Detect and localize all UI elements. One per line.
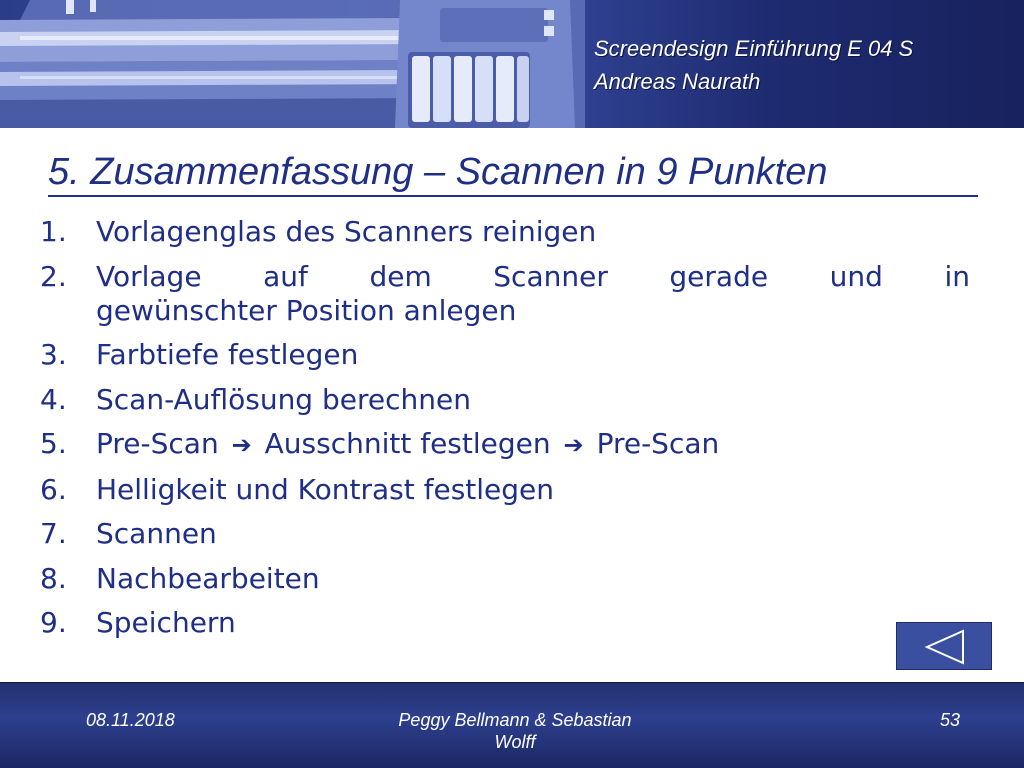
prescan-label: Pre-Scan: [596, 427, 720, 460]
slide-title: 5. Zusammenfassung – Scannen in 9 Punkten: [48, 151, 828, 193]
item-number: 1.: [40, 215, 67, 248]
list-item: [40, 562, 970, 596]
crop-label: Ausschnitt festlegen: [264, 427, 551, 460]
previous-slide-button[interactable]: [896, 622, 992, 670]
item-text: Speichern: [96, 606, 236, 639]
arrow-right-icon: ➔: [563, 431, 584, 459]
footer-bar: [0, 682, 1024, 768]
list-item: [40, 606, 970, 640]
header-banner: [0, 0, 1024, 128]
authors-line2: Wolff: [494, 732, 536, 752]
course-title: Screendesign Einführung E 04 S: [594, 36, 914, 61]
item-text: Nachbearbeiten: [96, 561, 320, 595]
list-item: [40, 383, 970, 417]
steps-list: [40, 215, 970, 651]
printer-illustration: [0, 0, 1024, 128]
list-item: [40, 517, 970, 551]
item-text: [96, 427, 970, 462]
list-item: [40, 338, 970, 372]
arrow-right-icon: ➔: [231, 431, 252, 459]
item-number: 6.: [40, 472, 67, 506]
item-text-line1: Vorlage auf dem Scanner gerade und in: [96, 259, 970, 293]
item-number: 7.: [40, 517, 67, 550]
item-number: 9.: [40, 606, 67, 639]
prescan-label: Pre-Scan: [96, 427, 219, 460]
instructor-name: Andreas Naurath: [594, 69, 761, 94]
item-text-line2: gewünschter Position anlegen: [96, 293, 517, 327]
item-text: Farbtiefe festlegen: [96, 338, 359, 371]
list-item: [40, 215, 970, 249]
item-number: 4.: [40, 382, 67, 416]
item-number: 8.: [40, 561, 67, 595]
list-item: [40, 427, 970, 462]
footer-authors: [340, 709, 690, 753]
list-item: [40, 473, 970, 507]
item-text: Scan-Auflösung berechnen: [96, 382, 471, 416]
item-number: 3.: [40, 338, 67, 371]
authors-line1: Peggy Bellmann & Sebastian: [398, 710, 632, 730]
item-number: 2.: [40, 259, 67, 293]
item-text: Scannen: [96, 517, 217, 550]
triangle-left-icon: [897, 623, 993, 671]
footer-date: 08.11.2018: [86, 710, 175, 730]
title-underline: [48, 195, 978, 197]
item-text: Vorlagenglas des Scanners reinigen: [96, 215, 597, 248]
page-number: 53: [939, 710, 960, 730]
item-number: 5.: [40, 427, 67, 460]
item-text: Helligkeit und Kontrast festlegen: [96, 472, 555, 506]
list-item: [40, 260, 970, 328]
